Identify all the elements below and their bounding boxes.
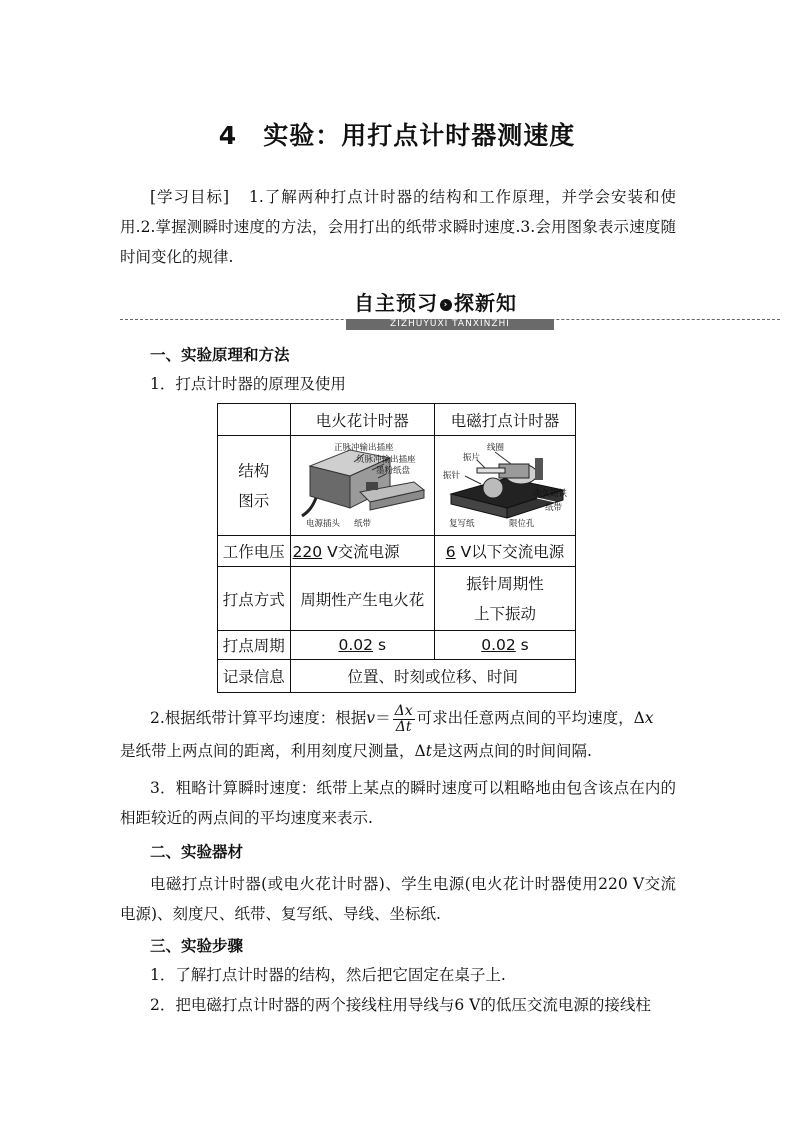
spark-label: 电源插头 bbox=[306, 518, 341, 529]
spark-label: 墨粉纸盘 bbox=[376, 465, 411, 476]
timer-comparison-table bbox=[217, 403, 576, 693]
electromagnetic-timer-image bbox=[437, 438, 573, 530]
em-period-value: 0.02 bbox=[481, 636, 516, 654]
table-row bbox=[218, 660, 576, 693]
table-cell-em-image bbox=[435, 436, 576, 536]
banner-title-right: 探新知 bbox=[454, 291, 517, 315]
spark-timer-image bbox=[294, 438, 430, 530]
table-row bbox=[218, 436, 576, 536]
learning-goals bbox=[120, 182, 676, 272]
page-title bbox=[0, 116, 794, 152]
table-header-empty bbox=[218, 404, 291, 436]
table-cell-em-period bbox=[435, 631, 576, 660]
spark-voltage-rest: V交流电源 bbox=[322, 543, 400, 561]
var-t: t bbox=[425, 741, 432, 760]
section3-step1: 1．了解打点计时器的结构，然后把它固定在桌子上. bbox=[150, 966, 506, 984]
section2-text: 电磁打点计时器(或电火花计时器)、学生电源(电火花计时器使用220 V交流电源)、刻度尺、纸带、复写纸、导线、坐标纸. bbox=[120, 875, 676, 923]
spark-label: 负脉冲输出插座 bbox=[356, 454, 416, 465]
em-label: 永久磁铁 bbox=[533, 488, 568, 499]
spark-label: 纸带 bbox=[354, 518, 372, 529]
table-cell-spark-method: 周期性产生电火花 bbox=[290, 567, 434, 631]
table-cell-em-method bbox=[435, 567, 576, 631]
table-cell-label: 工作电压 bbox=[218, 536, 291, 567]
banner-box bbox=[354, 287, 554, 329]
em-label: 线圈 bbox=[487, 442, 505, 453]
section3-step2: 2．把电磁打点计时器的两个接线柱用导线与6 V的低压交流电源的接线柱 bbox=[150, 996, 651, 1014]
em-voltage-value: 6 bbox=[445, 543, 456, 561]
var-v: v bbox=[366, 709, 376, 727]
banner-title-left: 自主预习 bbox=[354, 291, 438, 315]
table-cell-record-value: 位置、时刻或位移、时间 bbox=[290, 660, 575, 693]
spark-label: 正脉冲输出插座 bbox=[334, 442, 394, 453]
fraction-numerator: Δx bbox=[394, 702, 413, 719]
table-cell-spark-voltage bbox=[290, 536, 434, 567]
item2-paragraph bbox=[120, 702, 676, 767]
item2-line2-pre: 是纸带上两点间的距离，利用刻度尺测量，Δ bbox=[120, 741, 426, 760]
banner-title bbox=[354, 287, 517, 316]
section-banner bbox=[0, 282, 794, 328]
var-x: x bbox=[644, 709, 654, 727]
item2-eq: ＝ bbox=[375, 709, 391, 727]
table-cell-em-voltage bbox=[435, 536, 576, 567]
table-row bbox=[218, 536, 576, 567]
table-cell-spark-image bbox=[290, 436, 434, 536]
banner-subtitle: ZIZHUYUXI TANXINZHI bbox=[346, 319, 554, 330]
spark-period-value: 0.02 bbox=[338, 636, 374, 654]
fraction bbox=[393, 704, 415, 735]
section-number: 4 bbox=[218, 121, 238, 150]
goal-tag: [学习目标] bbox=[150, 188, 230, 206]
table-cell-spark-period bbox=[290, 631, 434, 660]
table-row bbox=[218, 404, 576, 436]
em-label: 振针 bbox=[443, 470, 461, 481]
table-cell-struct-label bbox=[218, 436, 291, 536]
em-label: 纸带 bbox=[545, 502, 563, 513]
spark-voltage-value: 220 bbox=[292, 543, 323, 561]
section2-heading: 二、实验器材 bbox=[150, 843, 244, 861]
table-cell-label: 打点方式 bbox=[218, 567, 291, 631]
table-header-spark: 电火花计时器 bbox=[290, 404, 434, 436]
goal-text: 1.了解两种打点计时器的结构和工作原理，并学会安装和使用.2.掌握测瞬时速度的方法，会用打出的纸带求瞬时速度.3.会用图象表示速度随时间变化的规律. bbox=[120, 188, 676, 266]
table-row bbox=[218, 631, 576, 660]
item2-pre: 2.根据纸带计算平均速度：根据 bbox=[150, 709, 367, 727]
table-cell-label: 打点周期 bbox=[218, 631, 291, 660]
struct-label-line2: 图示 bbox=[238, 491, 270, 510]
em-voltage-rest: V以下交流电源 bbox=[455, 543, 565, 561]
title-text: 实验：用打点计时器测速度 bbox=[263, 121, 576, 150]
struct-label-line1: 结构 bbox=[238, 461, 270, 480]
table-cell-label: 记录信息 bbox=[218, 660, 291, 693]
em-method-line1: 振针周期性 bbox=[466, 574, 544, 593]
chevron-right-icon: › bbox=[440, 299, 452, 311]
section1-heading: 一、实验原理和方法 bbox=[150, 346, 290, 364]
section1-item1: 1．打点计时器的原理及使用 bbox=[150, 375, 346, 393]
em-label: 限位孔 bbox=[509, 518, 535, 529]
em-label: 振片 bbox=[463, 452, 481, 463]
table-header-em: 电磁打点计时器 bbox=[435, 404, 576, 436]
table-row bbox=[218, 567, 576, 631]
em-method-line2: 上下振动 bbox=[473, 604, 536, 623]
period-unit: s bbox=[373, 636, 387, 654]
item3-paragraph: 3．粗略计算瞬时速度：纸带上某点的瞬时速度可以粗略地由包含该点在内的相距较近的两点间的平均速度来表示. bbox=[120, 779, 676, 827]
item2-line2-post: 是这两点间的时间间隔. bbox=[431, 741, 592, 760]
section3-heading: 三、实验步骤 bbox=[150, 937, 244, 955]
fraction-denominator: Δt bbox=[395, 718, 412, 735]
em-label: 复写纸 bbox=[449, 518, 475, 529]
period-unit: s bbox=[515, 636, 529, 654]
item2-post1: 可求出任意两点间的平均速度，Δ bbox=[416, 709, 645, 727]
